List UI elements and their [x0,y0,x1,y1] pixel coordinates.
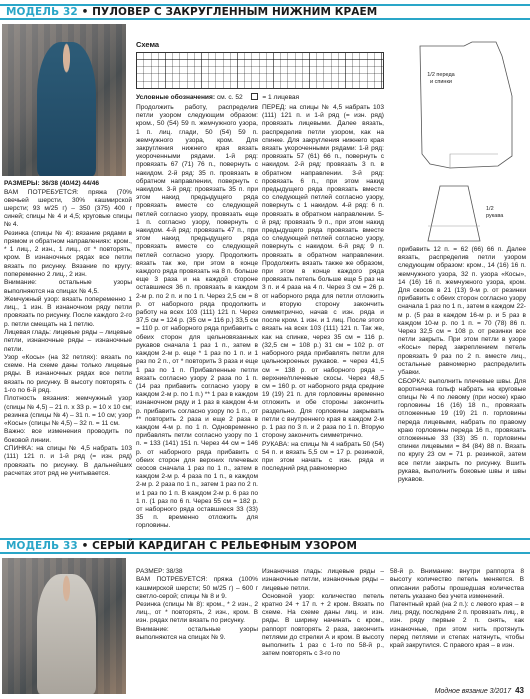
half-front-back-label: 1/2 переда и спинки [427,72,455,85]
model33-materials: РАЗМЕР: 38/38 ВАМ ПОТРЕБУЕТСЯ: пряжа (100% кашмирской шерсти; 50 м/25 г) – 600 г светло-серой; спицы № 8 и 9. Резинка (спицы № 8): кром., * 2 изн., 2 лиц., от * повторять, 2 изн., кром. В изн. рядах петли вязать по рисунку. Внимание: остальные узоры выполняются на спицах № 9. [136,568,258,641]
cable-pattern: Узор «Косы» (на 32 петлях): вязать по схеме. На схеме даны только лицевые ряды. В изнаночных рядах все петли вязать по рисунку. В высоту повторять с 1-го по 6-й ряд. [4,354,132,394]
model33-column-2 [262,560,384,680]
model32-column-3 [262,104,384,530]
model33-heading: МОДЕЛЬ 33 • СЕРЫЙ КАРДИГАН С РЕЛЬЕФНЫМ УЗОРОМ [6,540,358,552]
model32-column-4 [398,246,526,530]
model33-column-3 [390,560,524,680]
moss-stitch: Жемчужный узор: вязать попеременно 1 лиц., 1 изн. В изнаночном ряду петли провязать по рисунку. После каждого 2-го р. петли смещать на 1 петлю. [4,296,132,328]
back-start: СПИНКА: на спицы № 4,5 набрать 103 (111) 121 п. и 1-й ряд (= изн. ряд) провязать по рисунку. В дальнейших расчетах этот ряд не учитывается. [4,445,132,477]
page-number: 43 [515,686,524,695]
model33-header [0,538,530,554]
model32-column-2 [136,104,258,530]
note-needles: Внимание: остальные узоры выполняются на спицах № 4,5. [4,279,132,295]
model32-heading: МОДЕЛЬ 32 • ПУЛОВЕР С ЗАКРУГЛЕННЫМ НИЖНИМ КРАЕМ [6,6,378,18]
back-instructions: Продолжить работу, распределив петли узором следующим образом: кром., 50 (54) 59 п. жемчужного узора, 1 п. лиц. глади, 50 (54) 59 п. жемчужного узора, кром. Для закругления нижнего края вязать укороченными рядами. 1-й ряд: провязать 67 (71) 76 п., повернуть с накидом. 2-й ряд: 35 п. провязать в обратном направлении, повернуть с накидом. 3-й ряд: провязать 35 п. при этом накид предыдущего ряда провязать вместе со следующей петлей согласно узору, провязать еще 1 п. согласно узору, повернуть с накидом. 4-й ряд: провязать 47 п., при этом накид предыдущего ряда провязать вместе со следующей петлей согласно узору. Продолжить вязать так же, при этом в конце каждого ряда провязать на 8 п. больше еще 3 раза и на каждой стороне оставшиеся 36 п. провязать в каждом 2-м р. по 2 п. и по 1 п. Через 2,5 см = 8 р. от наборного ряда продолжить работу на всех 103 (111) 121 п. Через 37,5 см = 124 р. (35 см = 116 р.) 33,5 см = 110 р. от наборного ряда прибавить с обеих сторон для цельновязанных рукавов сначала 1 раз 1 п., затем в каждом 2-м р. еще * 1 раз по 1 п. и 1 раз по 2 п., от * повторить 3 раза и еще 1 раз по 1 п. Прибавленные петли вязать согласно узору 2 раза по 1 п. (14 раз прибавить согласно узору в каждом 2-м р. по 1 п.) ** 1 раз в каждом изнаночном ряду и 1 раз в каждом 4-м р. прибавить согласно узору по 1 п., от ** повторить 2 раза и еще 2 раза в каждом 4-м р. по 1 п. Одновременно прибавлять петли согласно узору по 1 п. = 133 (141) 151 п. Через 44 см = 146 р. от наборного ряда прибавить с обеих сторон для верхних плечевых скосов сначала 1 раз по 1 п., затем в каждом 2-м р. 4 раза по 1 п., в каждом 2-м р. 2 раза по 1 п., затем 1 раз по 2 п. и 1 раз по 1 п. В каждом 2-м р. 6 раз по 1 п. (1 раз по 6 п. Через 55 см = 182 р. от наборного ряда оставшиеся 33 (33) 35 п. временно отложить для горловины. [136,104,258,530]
rib-stitch: Резинка (спицы № 4): вязание рядами в прямом и обратном направлениях: кром., * 1 лиц., 2 изн., 1 лиц., от * повторять, кром. В изнаночных рядах все петли вязать по рисунку. Вязание по кругу: попеременно 2 лиц., 2 изн. [4,229,132,278]
magazine-name: Модное вязание 3/2017 [434,688,512,695]
materials: ВАМ ПОТРЕБУЕТСЯ: пряжа (70% овечьей шерсти, 30% кашмирской шерсти; 93 м/25 г) – 350 (375) 400 г синей; спицы № 4 и 4,5; круговые спицы № 4. [4,188,132,229]
page-footer [435,686,524,695]
assembly: СБОРКА: выполнить плечевые швы. Для воротничка гольф набрать на круговые спицы № 4 по левому (при носке) краю горловины 16 (16) 18 п., провязать отложенные 19 (19) 21 п. горловины переда лицевыми, набрать по правому краю горловины переда 16 п., провязать отложенные 33 (33) 35 п. горловины спинки лицевыми = 84 (84) 88 п. Вязать по кругу 23 см = 71 р. резинкой, затем все петли закрыть по рисунку. Вшить рукава, выполнить боковые швы и швы рукавов. [398,377,526,483]
important-note: Важно: все изменения проводить по боковой линии. [4,428,132,444]
model32-title: ПУЛОВЕР С ЗАКРУГЛЕННЫМ НИЖНИМ КРАЕМ [92,6,378,18]
sleeves-continued: прибавить 12 п. = 62 (66) 66 п. Далее вязать, распределив петли узором следующим образом: кром., 14 (16) 16 п. жемчужного узора, 32 п. узора «Косы», 14 (16) 16 п. жемчужного узора, кром. Для скосов в 21 (13) 9-м р. от резинки прибавить с обеих сторон согласно узору сначала 1 раз по 1 п., затем в каждом 22-м р. (5 раз в каждом 16-м р. и 5 раз в каждом 10-м р. по 1 п. = 70 (78) 86 п. Через 32,5 см = 108 р. от резинки все петли закрыть. При этом петли в узоре «Косы» перед закреплением петель провязать 9 раз по 2 п. вместе лиц., остальные равномерно распределить убавки. [398,246,526,377]
sleeves-instructions: РУКАВА: на спицы № 4 набрать 50 (54) 54 п. и вязать 5,5 см = 17 р. резинкой, при этом начать с изн. ряда и последний ряд равномерно [262,440,384,473]
half-sleeve-label: 1/2 рукава [486,206,504,219]
legend-item: = 1 лицевая [262,94,300,101]
model33-patterns: Изнаночная гладь: лицевые ряды – изнаночные петли, изнаночные ряды – лицевые петли. Основной узор: количество петель кратно 24 + 17 п. + 2 кром. Вязать по схеме. На схеме даны лиц. и изн. ряды. В ширину начинать с кром., раппорт повторять 2 раза, закончить петлями до стрелки А и кром. В высоту выполнить 1 раз с 1-го по 58-й р., затем повторять с 3-го по [262,568,384,658]
model32-column-1 [4,180,132,478]
model33-number: МОДЕЛЬ 33 [6,540,78,552]
model33-column-1 [136,560,258,680]
model33-photo [2,558,126,694]
model33-title: СЕРЫЙ КАРДИГАН С РЕЛЬЕФНЫМ УЗОРОМ [92,540,358,552]
legend-ref: см. с. 52 [216,94,243,101]
front-instructions: ПЕРЕД: на спицы № 4,5 набрать 103 (111) 121 п. и 1-й ряд (= изн. ряд) провязать лицевыми. Далее вязать, распределив петли узором, как на спинке. Для закругления нижнего края вязать укороченными рядами: 1-й ряд: провязать 57 (61) 66 п., повернуть с накидом. 2-й ряд: провязать 3 п. в обратном направлении. 3-й ряд: провязать 6 п., при этом накид предыдущего ряда провязать вместе со следующей петлей согласно узору, повернуть с 1 накидом. 4-й ряд: 6 п. провязать в обратном направлении. 5-й ряд: провязать 9 п., при этом накид предыдущего ряда провязать вместе со следующей петлей согласно узору, повернуть с накидом. 6-й ряд: 9 п. провязать в обратном направлении. Продолжить вязать также же образом, при этом в конце каждого ряда провязать петель больше еще 5 раз на 3 п. и 4 раза на 4 п. Через 3 см = 26 р. от наборного ряда для петли отложить и вторую сторону закончить симметрично, начав с изн. ряда и после кром. 1 изн. и 1 лиц. После этого вязать на всех 103 (111) 121 п. Так же, как на спинке, через 35 см = 116 р. (32,5 см = 108 р.) 31 см = 102 р. от наборного ряда прибавлять петли для цельнокроеных рукавов. = через 41,5 см = 138 р. от наборного ряда – верхние/плечевые скосы. Через 48,5 см = 160 р. от наборного ряда средние 19 (19) 21 п. для горловины временно отложить и обе стороны закончить раздельно. Для горловины закрывать петли с внутреннего края в каждом 2-м р. 1 раз по 3 п. и 2 раза по 1 п. Вторую сторону закончить симметрично. [262,104,384,440]
knit-stitch-symbol-icon [251,93,258,100]
model32-number: МОДЕЛЬ 32 [6,6,78,18]
stockinette: Лицевая гладь: лицевые ряды – лицевые петли, изнаночные ряды – изнаночные петли. [4,329,132,353]
pattern-diagram [400,36,528,244]
model33-edge: 58-й р. Внимание: внутри раппорта 8 высоту количество петель меняется. В описании работы прошедшая количества петель указано без учета изменений. Патентный край (на 2 п.): с левого края – в лиц. ряду, последние 2 п. провязать лиц., в изн. ряду первые 2 п. снять, как изнаночные, при этом нить протянуть перед петлями и степах натянуть, чтобы край закрутился. С правого края – в изн. [390,568,524,650]
legend-label: Условные обозначения: [136,94,216,101]
gauge: Плотность вязания: жемчужный узор (спицы № 4,5) – 21 п. х 33 р. = 10 х 10 см; резинка (спицы № 4) – 31 п. = 10 см; узор «Косы» (спицы № 4,5) – 32 п. = 11 см. [4,395,132,427]
legend [136,93,299,101]
cable-chart [136,52,384,89]
model32-header [0,4,530,20]
schema-title: Схема [136,40,160,49]
model32-photo [2,24,126,176]
sizes: РАЗМЕРЫ: 36/38 (40/42) 44/46 [4,180,100,187]
